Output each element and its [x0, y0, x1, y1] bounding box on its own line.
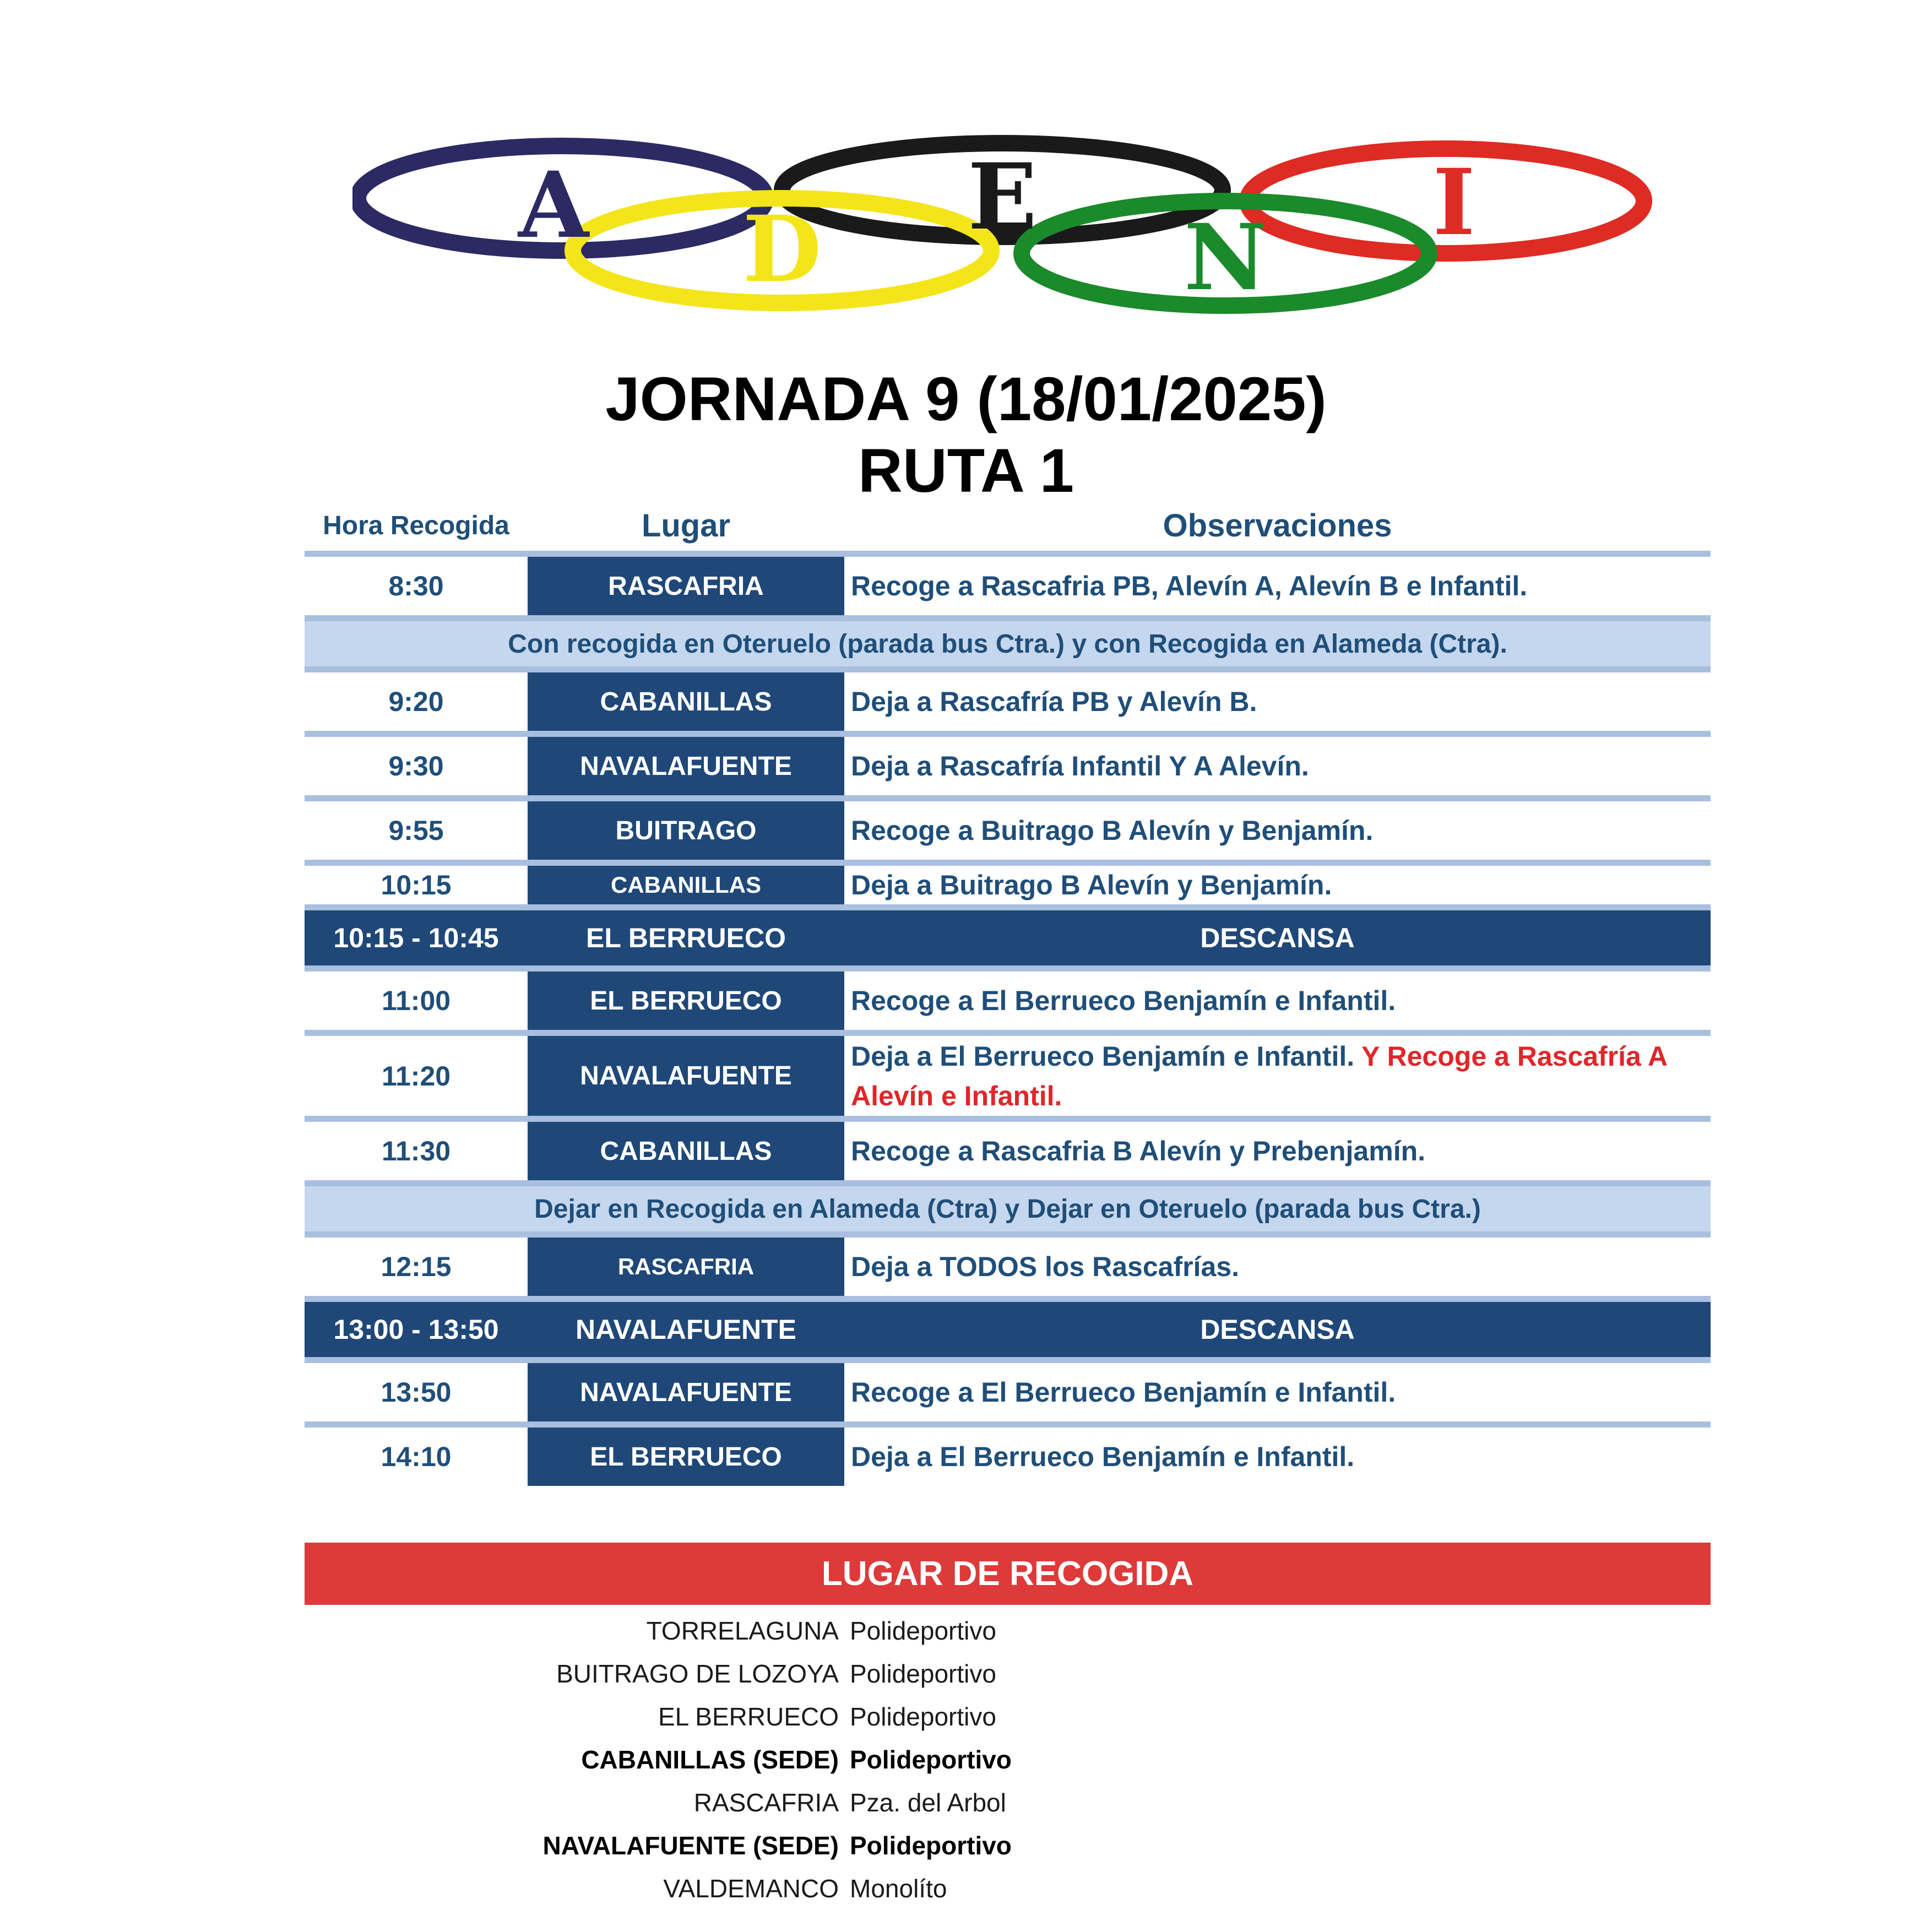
- row-observation: Deja a El Berrueco Benjamín e Infantil.: [851, 1441, 1355, 1472]
- lugar-recogida-header: LUGAR DE RECOGIDA: [305, 1543, 1711, 1605]
- row-divider: [305, 965, 1711, 972]
- location-name: BUITRAGO DE LOZOYA: [556, 1659, 839, 1688]
- rest-row: [305, 910, 1711, 965]
- row-observation: [844, 1036, 1711, 1116]
- adeni-logo: [352, 135, 1652, 319]
- row-place: NAVALAFUENTE: [528, 737, 844, 795]
- logo-letter-n: N: [1184, 204, 1267, 311]
- row-divider: [305, 1421, 1711, 1428]
- row-divider: [305, 666, 1711, 672]
- row-divider: [305, 795, 1711, 801]
- row-time: 9:20: [388, 686, 444, 717]
- list-item: [305, 1781, 1711, 1824]
- logo-letter-a: A: [518, 151, 589, 258]
- row-place: RASCAFRIA: [528, 557, 844, 615]
- page-title: JORNADA 9 (18/01/2025): [605, 365, 1327, 433]
- row-time: 10:15: [381, 870, 452, 900]
- row-time: 11:30: [381, 1136, 451, 1166]
- row-observation: Recoge a Rascafria B Alevín y Prebenjamín.: [851, 1136, 1426, 1166]
- row-observation: Recoge a Buitrago B Alevín y Benjamín.: [851, 815, 1374, 846]
- list-item: [305, 1695, 1711, 1738]
- row-time: 14:10: [381, 1441, 452, 1472]
- list-item: [305, 1609, 1711, 1652]
- row-time: 13:00 - 13:50: [333, 1314, 499, 1345]
- row-divider: [305, 1030, 1711, 1036]
- row-time: 11:20: [381, 1060, 451, 1092]
- logo-letter-i: I: [1432, 149, 1475, 256]
- table-row: [305, 1428, 1711, 1486]
- logo-letter-e: E: [968, 143, 1037, 250]
- row-time: 11:00: [381, 985, 451, 1016]
- table-row: [305, 1122, 1711, 1180]
- row-divider: [305, 1357, 1711, 1363]
- table-row: [305, 1238, 1711, 1296]
- list-item: [305, 1652, 1711, 1695]
- row-observation: Deja a TODOS los Rascafrías.: [851, 1251, 1239, 1282]
- location-name: RASCAFRIA: [693, 1788, 839, 1817]
- list-item: [305, 1738, 1711, 1781]
- row-observation: Recoge a El Berrueco Benjamín e Infantil.: [851, 1377, 1396, 1408]
- row-place: EL BERRUECO: [528, 1428, 844, 1486]
- row-divider: [305, 731, 1711, 737]
- location-place: Polideportivo: [850, 1616, 996, 1645]
- list-item: [305, 1867, 1711, 1910]
- pickup-locations-list: [305, 1609, 1711, 1910]
- row-divider: [305, 1231, 1711, 1238]
- list-item: [305, 1824, 1711, 1867]
- table-header: [305, 498, 1711, 551]
- location-place: Polideportivo: [850, 1745, 1012, 1774]
- table-row: [305, 972, 1711, 1030]
- table-row: [305, 866, 1711, 904]
- row-observation: Deja a Rascafría Infantil Y A Alevín.: [851, 751, 1309, 782]
- row-observation: Recoge a El Berrueco Benjamín e Infantil.: [851, 985, 1396, 1016]
- row-divider: [305, 551, 1711, 557]
- row-place: BUITRAGO: [528, 801, 844, 860]
- location-place: Polideportivo: [850, 1831, 1012, 1860]
- location-place: Monolíto: [850, 1874, 947, 1903]
- row-time: 9:55: [388, 815, 444, 846]
- observation-text: Deja a El Berrueco Benjamín e Infantil.: [851, 1040, 1355, 1072]
- row-time: 8:30: [388, 571, 444, 601]
- rest-row: [305, 1302, 1711, 1357]
- row-divider: [305, 1296, 1711, 1302]
- header-lugar: Lugar: [641, 508, 731, 544]
- row-divider: [305, 904, 1711, 910]
- row-observation: Deja a Rascafría PB y Alevín B.: [851, 686, 1257, 717]
- location-name: TORRELAGUNA: [646, 1616, 839, 1645]
- note-row: Dejar en Recogida en Alameda (Ctra) y Dejar en Oteruelo (parada bus Ctra.): [305, 1186, 1711, 1231]
- header-hora: Hora Recogida: [323, 511, 509, 540]
- table-row: [305, 737, 1711, 795]
- row-observation: Deja a Buitrago B Alevín y Benjamín.: [851, 870, 1332, 900]
- row-observation: DESCANSA: [1200, 922, 1355, 953]
- row-place: EL BERRUECO: [585, 922, 786, 953]
- table-row: [305, 672, 1711, 731]
- logo-letter-d: D: [742, 196, 822, 302]
- table-row: [305, 557, 1711, 615]
- row-place: EL BERRUECO: [528, 972, 844, 1030]
- location-place: Pza. del Arbol: [850, 1788, 1006, 1817]
- table-row: [305, 801, 1711, 860]
- row-divider: [305, 1180, 1711, 1186]
- row-time: 10:15 - 10:45: [333, 922, 499, 953]
- table-row: [305, 1363, 1711, 1421]
- location-place: Polideportivo: [850, 1659, 996, 1688]
- location-name: CABANILLAS (SEDE): [581, 1745, 839, 1774]
- row-divider: [305, 615, 1711, 621]
- row-place: RASCAFRIA: [528, 1238, 844, 1296]
- row-time: 13:50: [381, 1377, 452, 1408]
- location-name: EL BERRUECO: [658, 1702, 839, 1731]
- header-observaciones: Observaciones: [1163, 508, 1392, 544]
- row-place: NAVALAFUENTE: [528, 1363, 844, 1421]
- location-name: VALDEMANCO: [663, 1874, 839, 1903]
- note-row: Con recogida en Oteruelo (parada bus Ctra.) y con Recogida en Alameda (Ctra).: [305, 621, 1711, 666]
- table-row: [305, 1036, 1711, 1116]
- row-place: CABANILLAS: [528, 1122, 844, 1180]
- location-name: NAVALAFUENTE (SEDE): [542, 1831, 839, 1860]
- row-divider: [305, 1116, 1711, 1122]
- row-time: 12:15: [381, 1251, 452, 1282]
- page-subtitle: RUTA 1: [858, 436, 1074, 505]
- observation-highlight: Y Recoge a Rascafría A Alevín e Infantil.: [851, 1040, 1667, 1111]
- row-place: CABANILLAS: [528, 672, 844, 731]
- row-place: NAVALAFUENTE: [576, 1314, 796, 1345]
- location-place: Polideportivo: [850, 1702, 996, 1731]
- row-observation: Recoge a Rascafria PB, Alevín A, Alevín B e Infantil.: [851, 571, 1528, 601]
- row-time: 9:30: [388, 751, 444, 782]
- row-place: CABANILLAS: [528, 866, 844, 904]
- row-place: NAVALAFUENTE: [528, 1036, 844, 1116]
- row-observation: DESCANSA: [1200, 1314, 1355, 1345]
- schedule-table: [305, 498, 1711, 1486]
